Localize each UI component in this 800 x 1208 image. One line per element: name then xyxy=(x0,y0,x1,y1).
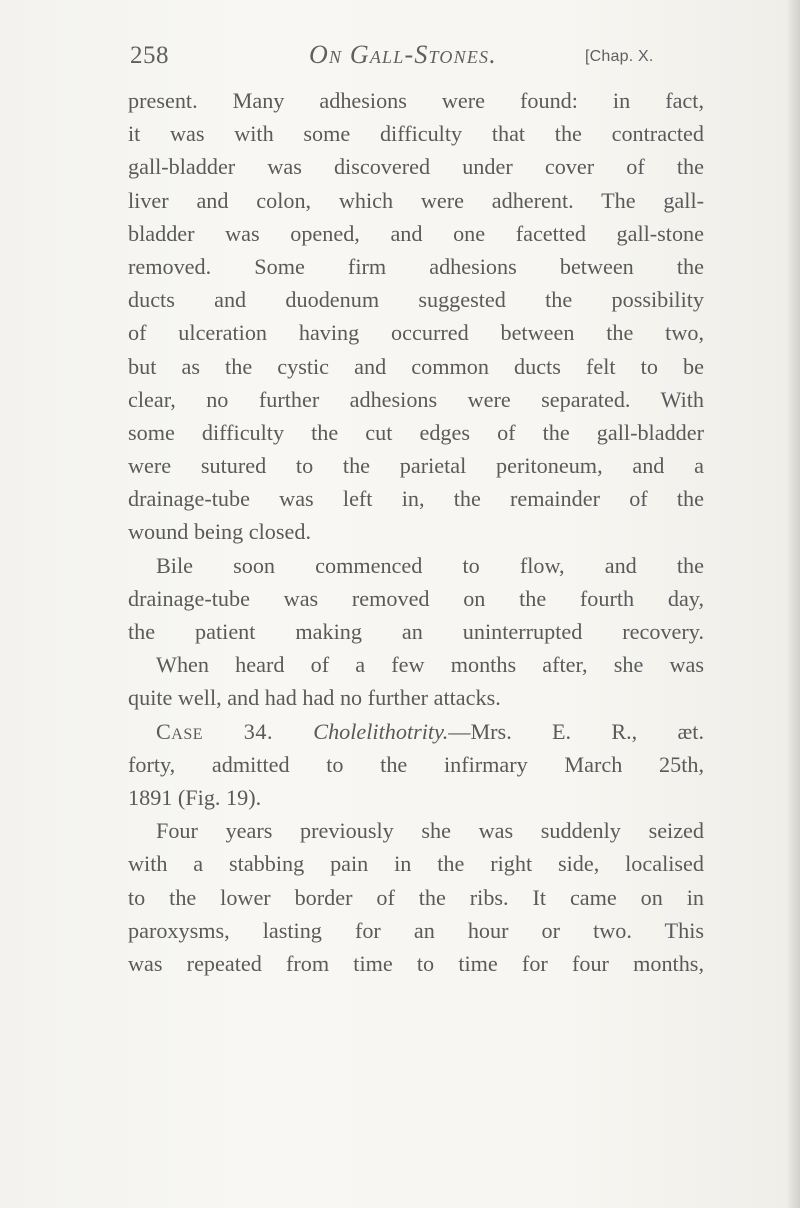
text-line: When heard of a few months after, she was xyxy=(156,652,704,678)
text-line: to the lower border of the ribs. It came on in xyxy=(128,884,704,910)
text-line: drainage-tube was removed on the fourth day, xyxy=(128,585,704,611)
text-line: Bile soon commenced to flow, and the xyxy=(156,552,704,578)
text-line: liver and colon, which were adherent. The gall- xyxy=(128,187,704,213)
case-patient: —Mrs. E. R., æt. xyxy=(448,718,704,744)
page-edge-shadow xyxy=(786,0,800,1208)
text-line: paroxysms, lasting for an hour or two. This xyxy=(128,917,704,943)
text-line: was repeated from time to time for four months, xyxy=(128,950,704,976)
text-line: with a stabbing pain in the right side, localised xyxy=(128,851,704,877)
text-line: quite well, and had had no further attacks. xyxy=(128,685,501,711)
text-line: were sutured to the parietal peritoneum, and a xyxy=(128,453,704,479)
page-header xyxy=(130,40,710,80)
running-title: On Gall-Stones. xyxy=(309,40,497,69)
text-line: the patient making an uninterrupted recovery. xyxy=(128,619,704,644)
text-line: clear, no further adhesions were separated. With xyxy=(128,386,704,412)
text-line: it was with some difficulty that the contracted xyxy=(128,121,704,147)
text-line: some difficulty the cut edges of the gall-bladder xyxy=(128,419,704,445)
text-line: of ulceration having occurred between the two, xyxy=(128,320,704,346)
text-line: 1891 (Fig. 19). xyxy=(128,784,262,810)
text-line: ducts and duodenum suggested the possibility xyxy=(128,287,704,313)
text-line: removed. Some firm adhesions between the xyxy=(128,253,704,279)
text-line: Four years previously she was suddenly seized xyxy=(156,818,704,844)
case-label: Case 34. xyxy=(156,718,274,744)
body-text xyxy=(128,84,704,980)
chapter-label: [Chap. X. xyxy=(585,48,654,65)
case-heading-line xyxy=(128,715,704,748)
text-line: drainage-tube was left in, the remainder of the xyxy=(128,486,704,512)
text-line: forty, admitted to the infirmary March 25th, xyxy=(128,751,704,777)
text-line: gall-bladder was discovered under cover of the xyxy=(128,154,704,180)
text-line: but as the cystic and common ducts felt to be xyxy=(128,353,704,379)
page-number: 258 xyxy=(130,42,169,69)
text-line: bladder was opened, and one facetted gall-stone xyxy=(128,220,704,246)
text-line: wound being closed. xyxy=(128,519,312,545)
case-title: Cholelithotrity. xyxy=(313,718,449,744)
text-line: present. Many adhesions were found: in fact, xyxy=(128,88,704,113)
